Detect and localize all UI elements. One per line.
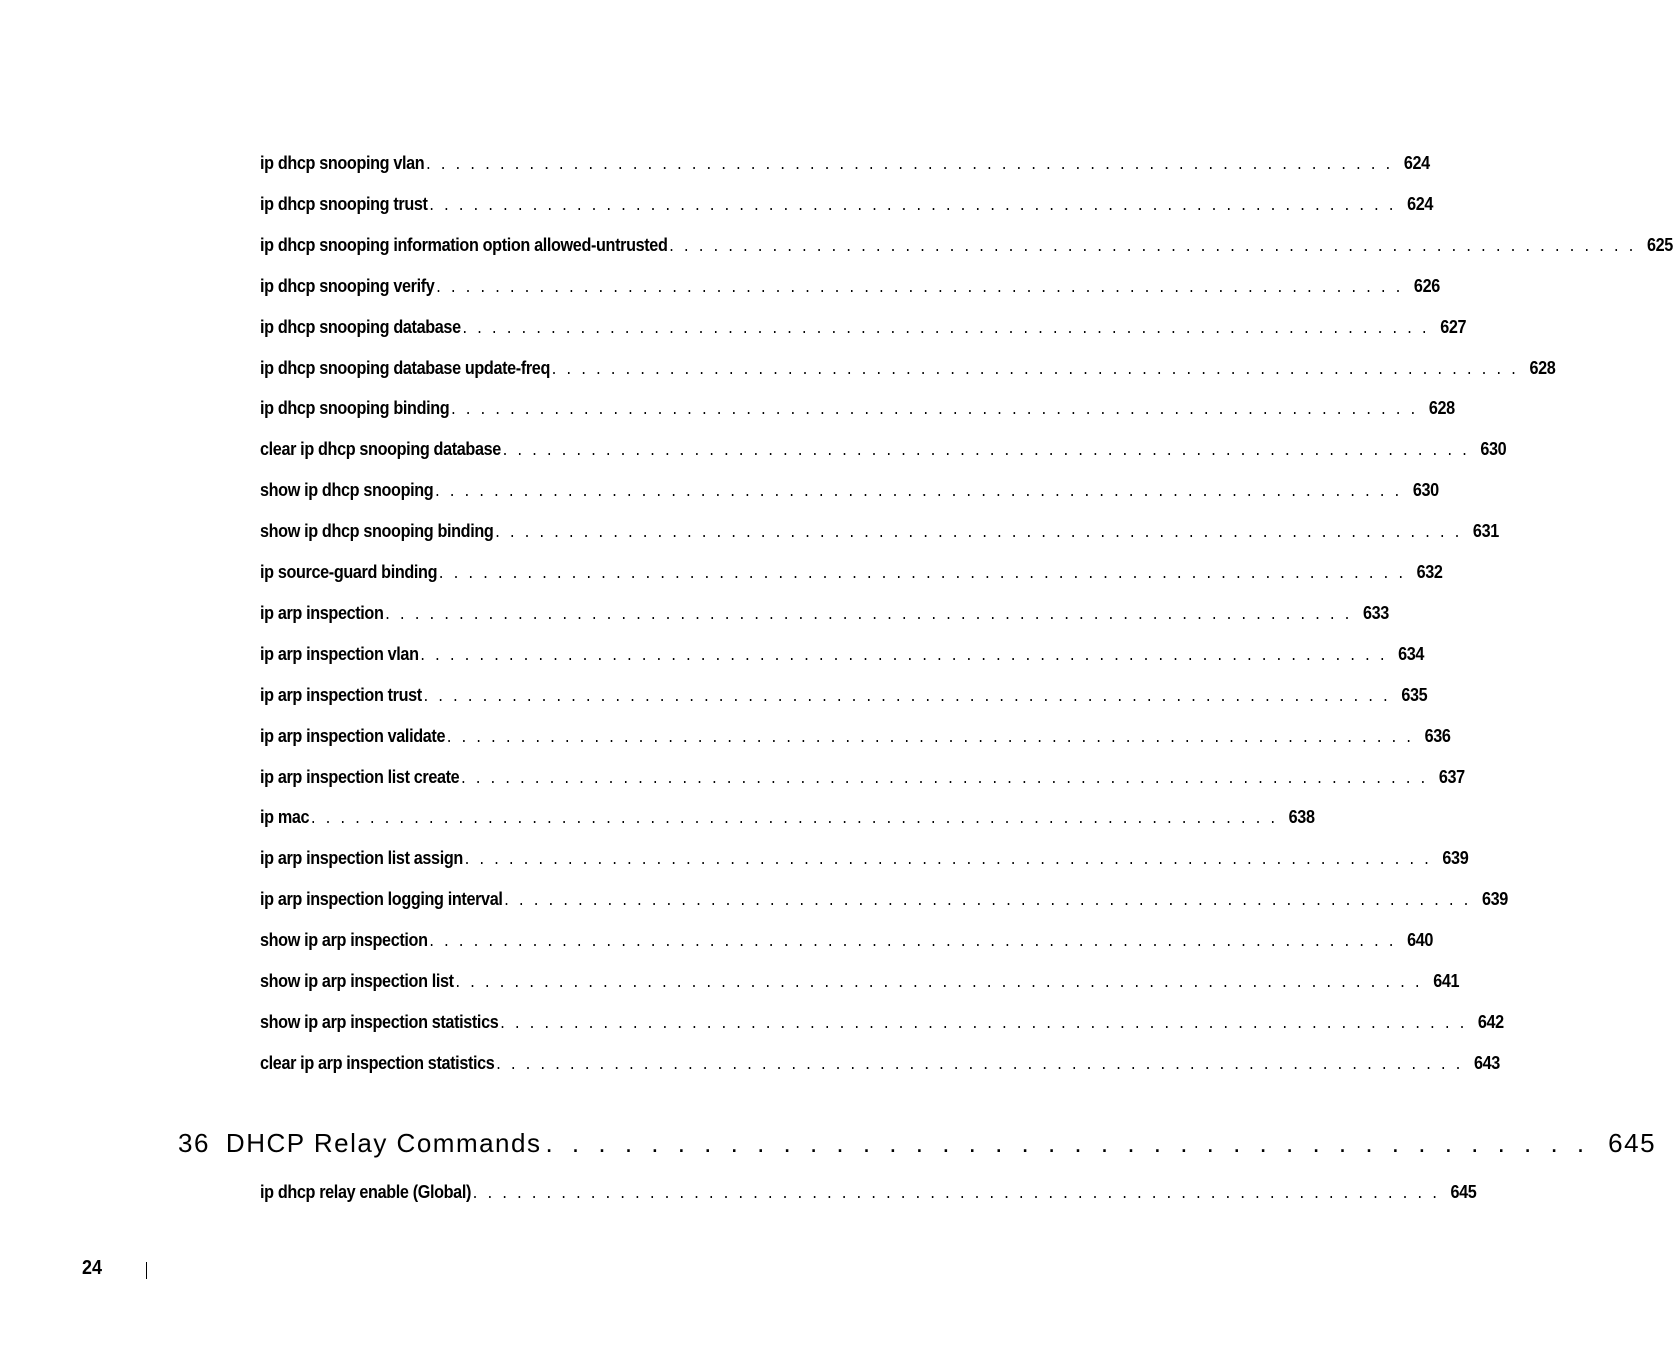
toc-entry-title: clear ip arp inspection statistics bbox=[260, 1052, 495, 1073]
toc-entry-page-number: 639 bbox=[1481, 889, 1508, 910]
toc-entry-title: ip dhcp snooping information option allowed-untrusted bbox=[260, 234, 668, 255]
toc-entry-page-number: 635 bbox=[1401, 684, 1428, 705]
toc-entry-page-number: 630 bbox=[1412, 480, 1439, 501]
toc-entry[interactable] bbox=[260, 153, 1430, 177]
toc-entry[interactable] bbox=[260, 234, 1673, 259]
dot-leader: . . . . . . . . . . . . . . . . . . . . . . . . . . . . . . . . . . . . . . . . . . . . . . . . . . . . . . . . . . . . . . . . . . bbox=[461, 766, 1429, 787]
toc-entry[interactable] bbox=[260, 643, 1425, 668]
toc-entry-page-number: 624 bbox=[1407, 193, 1434, 214]
toc-entry-page-number: 628 bbox=[1529, 357, 1556, 378]
dot-leader: . . . . . . . . . . . . . . . . . . . . . . . . . . . . . . . . . . . . . . . . . . . . . . . . . . . . . . . . . . . . . . . . . . bbox=[502, 439, 1470, 460]
dot-leader: . . . . . . . . . . . . . . . . . . . . . . . . . . . . . . . . . . . . . . . . . . . . . . . . . . . . . . . . . . . . . . . . . . bbox=[446, 725, 1414, 746]
toc-entry-page-number: 624 bbox=[1403, 153, 1430, 173]
toc-entry-title: ip source-guard binding bbox=[260, 562, 438, 582]
dot-leader: . . . . . . . . . . . . . . . . . . . . . . . . . . . . . . . . . . . . . . . . . . . . . . . . . . . . . . . . . . . . . . . . . . bbox=[495, 521, 1463, 542]
toc-entry-page-number: 634 bbox=[1398, 643, 1425, 664]
toc-entry[interactable] bbox=[260, 807, 1315, 831]
toc-entry-title: ip mac bbox=[260, 807, 310, 828]
toc-entry[interactable] bbox=[260, 439, 1507, 463]
toc-entry-title: show ip arp inspection list bbox=[260, 971, 454, 991]
toc-entry[interactable] bbox=[260, 848, 1469, 872]
toc-entry[interactable] bbox=[260, 398, 1455, 422]
toc-entry-page-number: 630 bbox=[1480, 439, 1507, 460]
toc-entry-page-number: 642 bbox=[1477, 1011, 1504, 1032]
dot-leader: . . . . . . . . . . . . . . . . . . . . . . . . . . . . . . . . . . . . . . . . . . . . . . . . . . . . . . . . . . . . . . . . . . bbox=[420, 643, 1388, 664]
toc-entry-page-number: 643 bbox=[1473, 1052, 1500, 1073]
toc-entry-page-number: 639 bbox=[1442, 848, 1469, 869]
dot-leader: . . . . . . . . . . . . . . . . . . . . . . . . . . . . . . . . . . . . . . . . . . . . . . . . . . . . . . . . . . . . . . . . . . bbox=[436, 275, 1404, 296]
dot-leader: . . . . . . . . . . . . . . . . . . . . . . . . . . . . . . . . . . . . . . . . bbox=[545, 1128, 1591, 1158]
toc-entry-title: ip arp inspection bbox=[260, 602, 384, 623]
toc-entry[interactable] bbox=[260, 562, 1443, 586]
toc-entry-title: ip arp inspection logging interval bbox=[260, 889, 503, 910]
toc-entry-title: ip dhcp snooping verify bbox=[260, 275, 435, 296]
toc-entry[interactable] bbox=[260, 930, 1434, 954]
dot-leader: . . . . . . . . . . . . . . . . . . . . . . . . . . . . . . . . . . . . . . . . . . . . . . . . . . . . . . . . . . . . . . . . . . bbox=[310, 807, 1278, 828]
dot-leader: . . . . . . . . . . . . . . . . . . . . . . . . . . . . . . . . . . . . . . . . . . . . . . . . . . . . . . . . . . . . . . . . . . bbox=[426, 153, 1394, 173]
toc-entry[interactable] bbox=[260, 1182, 1477, 1206]
toc-entry-title: show ip arp inspection bbox=[260, 930, 428, 951]
toc-entry[interactable] bbox=[260, 684, 1428, 709]
toc-entry-page-number: 625 bbox=[1646, 234, 1673, 255]
toc-entry-page-number: 636 bbox=[1424, 725, 1451, 746]
toc-entry[interactable] bbox=[260, 1011, 1504, 1036]
dot-leader: . . . . . . . . . . . . . . . . . . . . . . . . . . . . . . . . . . . . . . . . . . . . . . . . . . . . . . . . . . . . . . . . . . bbox=[551, 357, 1519, 378]
toc-entry-page-number: 631 bbox=[1472, 521, 1499, 542]
dot-leader: . . . . . . . . . . . . . . . . . . . . . . . . . . . . . . . . . . . . . . . . . . . . . . . . . . . . . . . . . . . . . . . . . . bbox=[435, 480, 1403, 501]
toc-entry-page-number: 637 bbox=[1438, 766, 1465, 787]
toc-entry[interactable] bbox=[260, 766, 1465, 791]
dot-leader: . . . . . . . . . . . . . . . . . . . . . . . . . . . . . . . . . . . . . . . . . . . . . . . . . . . . . . . . . . . . . . . . . . bbox=[669, 234, 1637, 255]
toc-entry-title: ip arp inspection list create bbox=[260, 766, 460, 787]
toc-entry-title: ip arp inspection validate bbox=[260, 725, 446, 746]
dot-leader: . . . . . . . . . . . . . . . . . . . . . . . . . . . . . . . . . . . . . . . . . . . . . . . . . . . . . . . . . . . . . . . . . . bbox=[438, 562, 1406, 582]
toc-entry-title: ip arp inspection vlan bbox=[260, 643, 419, 664]
toc-entry-page-number: 633 bbox=[1362, 602, 1389, 623]
toc-entry-title: show ip dhcp snooping binding bbox=[260, 521, 494, 542]
dot-leader: . . . . . . . . . . . . . . . . . . . . . . . . . . . . . . . . . . . . . . . . . . . . . . . . . . . . . . . . . . . . . . . . . . bbox=[429, 930, 1397, 951]
dot-leader: . . . . . . . . . . . . . . . . . . . . . . . . . . . . . . . . . . . . . . . . . . . . . . . . . . . . . . . . . . . . . . . . . . bbox=[385, 602, 1353, 623]
toc-entry-title: ip dhcp snooping database update-freq bbox=[260, 357, 550, 378]
toc-entry[interactable] bbox=[260, 193, 1434, 218]
toc-entry[interactable] bbox=[260, 480, 1439, 504]
toc-entry[interactable] bbox=[260, 602, 1389, 627]
dot-leader: . . . . . . . . . . . . . . . . . . . . . . . . . . . . . . . . . . . . . . . . . . . . . . . . . . . . . . . . . . . . . . . . . . bbox=[504, 889, 1472, 910]
dot-leader: . . . . . . . . . . . . . . . . . . . . . . . . . . . . . . . . . . . . . . . . . . . . . . . . . . . . . . . . . . . . . . . . . . bbox=[464, 848, 1432, 869]
chapter-heading[interactable] bbox=[178, 1128, 1657, 1164]
toc-entry[interactable] bbox=[260, 1052, 1500, 1077]
toc-entry[interactable] bbox=[260, 521, 1499, 545]
toc-entry[interactable] bbox=[260, 971, 1460, 995]
toc-entry[interactable] bbox=[260, 889, 1508, 913]
toc-entry-title: ip dhcp snooping vlan bbox=[260, 153, 425, 173]
dot-leader: . . . . . . . . . . . . . . . . . . . . . . . . . . . . . . . . . . . . . . . . . . . . . . . . . . . . . . . . . . . . . . . . . . bbox=[462, 316, 1430, 337]
toc-entry-page-number: 627 bbox=[1440, 316, 1467, 337]
toc-entry-page-number: 632 bbox=[1416, 562, 1443, 582]
toc-entry-title: show ip arp inspection statistics bbox=[260, 1011, 499, 1032]
toc-entry-page-number: 638 bbox=[1288, 807, 1315, 828]
toc-entry[interactable] bbox=[260, 725, 1451, 750]
toc-entry-title: ip arp inspection list assign bbox=[260, 848, 463, 869]
toc-entry-title: ip dhcp snooping trust bbox=[260, 193, 428, 214]
toc-entry-page-number: 645 bbox=[1450, 1182, 1477, 1202]
dot-leader: . . . . . . . . . . . . . . . . . . . . . . . . . . . . . . . . . . . . . . . . . . . . . . . . . . . . . . . . . . . . . . . . . . bbox=[500, 1011, 1468, 1032]
toc-entry-page-number: 626 bbox=[1413, 275, 1440, 296]
dot-leader: . . . . . . . . . . . . . . . . . . . . . . . . . . . . . . . . . . . . . . . . . . . . . . . . . . . . . . . . . . . . . . . . . . bbox=[451, 398, 1419, 419]
dot-leader: . . . . . . . . . . . . . . . . . . . . . . . . . . . . . . . . . . . . . . . . . . . . . . . . . . . . . . . . . . . . . . . . . . bbox=[455, 971, 1423, 991]
toc-entry-title: ip arp inspection trust bbox=[260, 684, 422, 705]
toc-entry-title: ip dhcp relay enable (Global) bbox=[260, 1182, 472, 1202]
toc-entry-title: ip dhcp snooping database bbox=[260, 316, 461, 337]
toc-entry-page-number: 641 bbox=[1433, 971, 1460, 991]
chapter-page-number: 645 bbox=[1608, 1128, 1657, 1158]
toc-entry[interactable] bbox=[260, 275, 1440, 300]
footer-page-number: 24 bbox=[82, 1257, 103, 1279]
chapter-number: 36 bbox=[178, 1128, 210, 1158]
dot-leader: . . . . . . . . . . . . . . . . . . . . . . . . . . . . . . . . . . . . . . . . . . . . . . . . . . . . . . . . . . . . . . . . . . bbox=[496, 1052, 1464, 1073]
toc-entry-page-number: 628 bbox=[1428, 398, 1455, 419]
toc-entry-page-number: 640 bbox=[1407, 930, 1434, 951]
toc-entry-title: show ip dhcp snooping bbox=[260, 480, 434, 501]
footer-divider bbox=[146, 1262, 147, 1279]
dot-leader: . . . . . . . . . . . . . . . . . . . . . . . . . . . . . . . . . . . . . . . . . . . . . . . . . . . . . . . . . . . . . . . . . . bbox=[472, 1182, 1440, 1202]
toc-entry[interactable] bbox=[260, 316, 1467, 341]
chapter-title: DHCP Relay Commands bbox=[225, 1128, 542, 1158]
dot-leader: . . . . . . . . . . . . . . . . . . . . . . . . . . . . . . . . . . . . . . . . . . . . . . . . . . . . . . . . . . . . . . . . . . bbox=[423, 684, 1391, 705]
toc-entry-title: clear ip dhcp snooping database bbox=[260, 439, 501, 460]
dot-leader: . . . . . . . . . . . . . . . . . . . . . . . . . . . . . . . . . . . . . . . . . . . . . . . . . . . . . . . . . . . . . . . . . . bbox=[429, 193, 1397, 214]
toc-entry-title: ip dhcp snooping binding bbox=[260, 398, 450, 419]
toc-entry[interactable] bbox=[260, 357, 1556, 382]
